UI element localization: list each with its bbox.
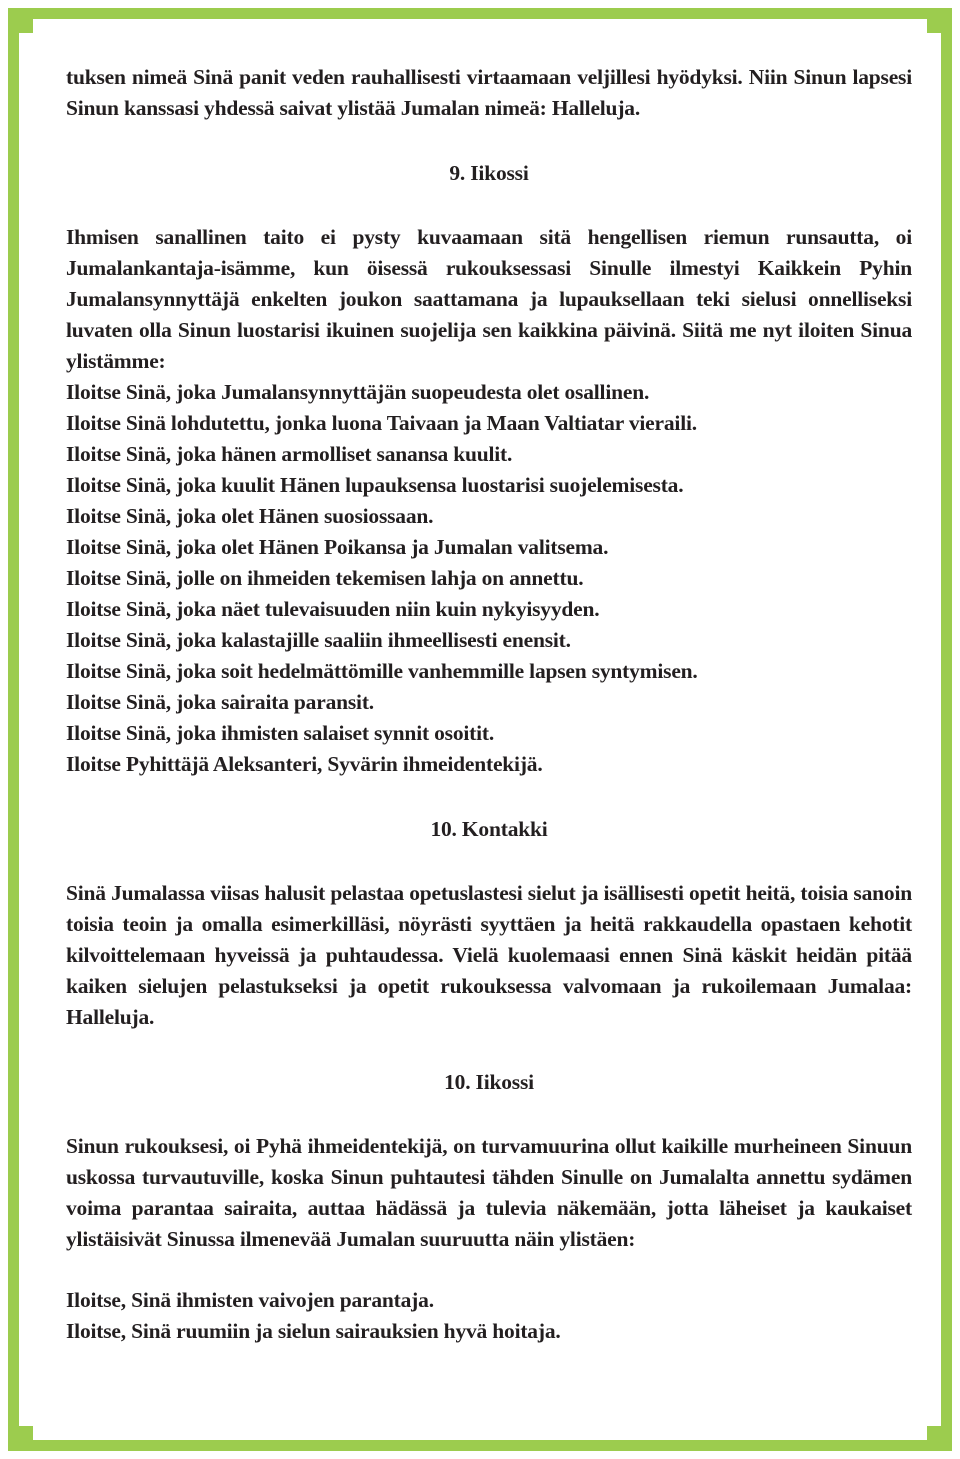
section-9-paragraph: Ihmisen sanallinen taito ei pysty kuvaamaan sitä hengellisen riemun runsautta, oi Jumalankantaja-isämme, kun öisessä rukouksessasi Sinulle ilmestyi Kaikkein Pyhin Jumalansynnyttäjä enkelten joukon saattamana ja lupauksellaan teki sielusi onnelliseksi luvaten olla Sinun luostarisi ikuinen suojelija sen kaikkina päivinä. Siitä me nyt iloiten Sinua ylistämme: xyxy=(66,225,912,373)
page-content xyxy=(66,62,912,1347)
section-10-kontakki-paragraph: Sinä Jumalassa viisas halusit pelastaa opetuslastesi sielut ja isällisesti opetit heitä, toisia sanoin toisia teoin ja omalla esimerkilläsi, nöyrästi syyttäen ja heitä rakkaudella opastaen kehotit kilvoittelemaan hyveissä ja puhtaudessa. Vielä kuolemaasi ennen Sinä käskit heidän pitää kaiken sielujen pelastukseksi ja opetit rukouksessa valvomaan ja rukoilemaan Jumalaa: Halleluja. xyxy=(66,881,912,1029)
corner-ornament xyxy=(19,19,33,33)
verse-line: Iloitse Sinä, jolle on ihmeiden tekemisen lahja on annettu. xyxy=(66,566,584,590)
verse-line: Iloitse Sinä, joka olet Hänen suosiossaan. xyxy=(66,504,434,528)
verse-line: Iloitse Sinä, joka olet Hänen Poikansa ja Jumalan valitsema. xyxy=(66,535,609,559)
section-heading-10-kontakki: 10. Kontakki xyxy=(430,817,548,841)
verse-line: Iloitse Sinä lohdutettu, jonka luona Taivaan ja Maan Valtiatar vieraili. xyxy=(66,411,697,435)
verse-line: Iloitse Sinä, joka kuulit Hänen lupauksensa luostarisi suojelemisesta. xyxy=(66,473,684,497)
verse-line: Iloitse Sinä, joka sairaita paransit. xyxy=(66,690,374,714)
section-heading-10-iikossi: 10. Iikossi xyxy=(444,1070,534,1094)
verse-line: Iloitse Sinä, joka Jumalansynnyttäjän suopeudesta olet osallinen. xyxy=(66,380,650,404)
intro-paragraph: tuksen nimeä Sinä panit veden rauhallisesti virtaamaan veljillesi hyödyksi. Niin Sinun lapsesi Sinun kanssasi yhdessä saivat ylistää Jumalan nimeä: Halleluja. xyxy=(66,65,912,120)
verse-line: Iloitse, Sinä ruumiin ja sielun sairauksien hyvä hoitaja. xyxy=(66,1319,561,1343)
section-10-lines xyxy=(66,1285,912,1347)
section-9-lines xyxy=(66,377,912,780)
verse-line: Iloitse, Sinä ihmisten vaivojen parantaja. xyxy=(66,1288,434,1312)
verse-line: Iloitse Sinä, joka kalastajille saaliin ihmeellisesti enensit. xyxy=(66,628,571,652)
corner-ornament xyxy=(927,19,941,33)
corner-ornament xyxy=(19,1426,33,1440)
verse-line: Iloitse Sinä, joka ihmisten salaiset synnit osoitit. xyxy=(66,721,495,745)
verse-line: Iloitse Pyhittäjä Aleksanteri, Syvärin ihmeidentekijä. xyxy=(66,752,543,776)
section-10-iikossi-paragraph: Sinun rukouksesi, oi Pyhä ihmeidentekijä, on turvamuurina ollut kaikille murheineen Sinuun uskossa turvautuville, koska Sinun puhtautesi tähden Sinulle on Jumalalta annettu sydämen voima parantaa sairaita, auttaa hädässä ja tulevia näkemään, jotta läheiset ja kaukaiset ylistäisivät Sinussa ilmenevää Jumalan suuruutta näin ylistäen: xyxy=(66,1134,912,1251)
verse-line: Iloitse Sinä, joka soit hedelmättömille vanhemmille lapsen syntymisen. xyxy=(66,659,698,683)
verse-line: Iloitse Sinä, joka hänen armolliset sanansa kuulit. xyxy=(66,442,513,466)
verse-line: Iloitse Sinä, joka näet tulevaisuuden niin kuin nykyisyyden. xyxy=(66,597,600,621)
corner-ornament xyxy=(927,1426,941,1440)
section-heading-9-iikossi: 9. Iikossi xyxy=(449,161,529,185)
